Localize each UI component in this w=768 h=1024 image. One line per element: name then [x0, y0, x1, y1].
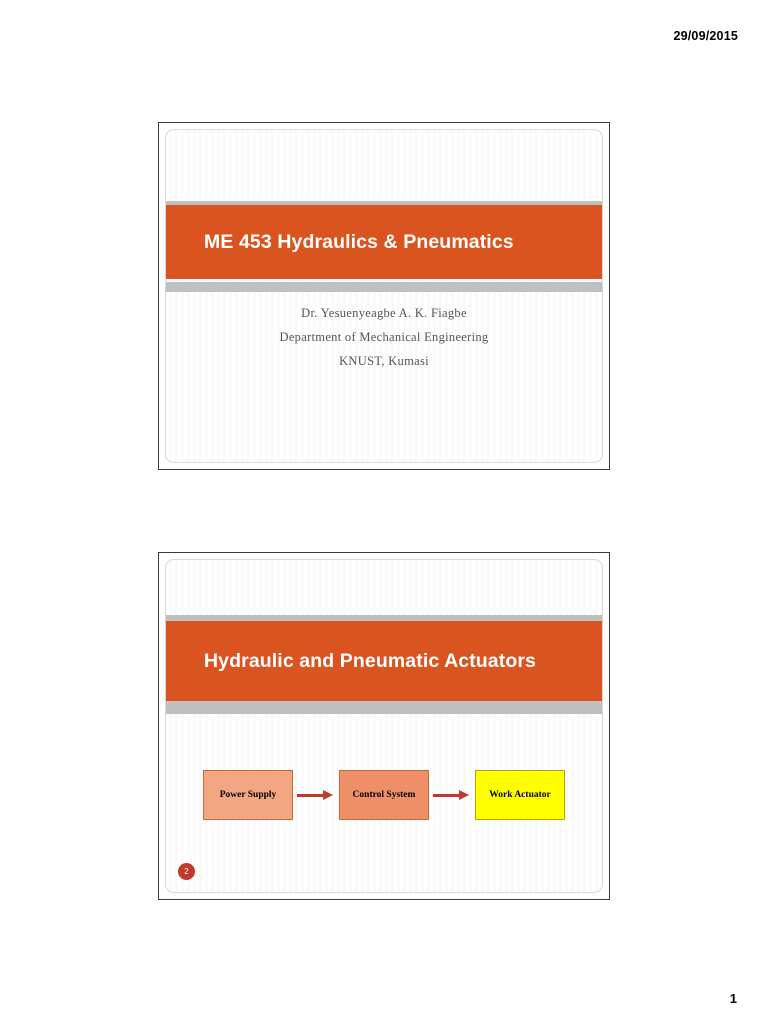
slide-2-canvas: [165, 559, 603, 893]
slide-1-title: ME 453 Hydraulics & Pneumatics: [204, 230, 514, 253]
page-date: 29/09/2015: [673, 29, 738, 43]
diagram-box-work-actuator: Work Actuator: [475, 770, 565, 820]
slide-2-title-bar: [166, 621, 602, 701]
slide-1-title-bar: [166, 205, 602, 279]
diagram-box-control-system: Control System: [339, 770, 429, 820]
slide-2-title: Hydraulic and Pneumatic Actuators: [204, 649, 536, 672]
arrow-right-icon: [297, 790, 335, 800]
slide-1-department: Department of Mechanical Engineering: [279, 330, 489, 344]
slide-1: [158, 122, 610, 470]
diagram-box-power-supply: Power Supply: [203, 770, 293, 820]
slide-2-number-badge: 2: [178, 863, 195, 880]
actuator-flow-diagram: [166, 760, 602, 830]
slide-2-band-bottom: [166, 700, 602, 714]
slide-1-author: Dr. Yesuenyeagbe A. K. Fiagbe: [301, 306, 467, 320]
slide-2: [158, 552, 610, 900]
slide-1-canvas: [165, 129, 603, 463]
slide-1-institution: KNUST, Kumasi: [339, 354, 429, 368]
slide-1-band-bottom: [166, 282, 602, 292]
arrow-right-icon: [433, 790, 471, 800]
page-number: 1: [729, 991, 737, 1006]
